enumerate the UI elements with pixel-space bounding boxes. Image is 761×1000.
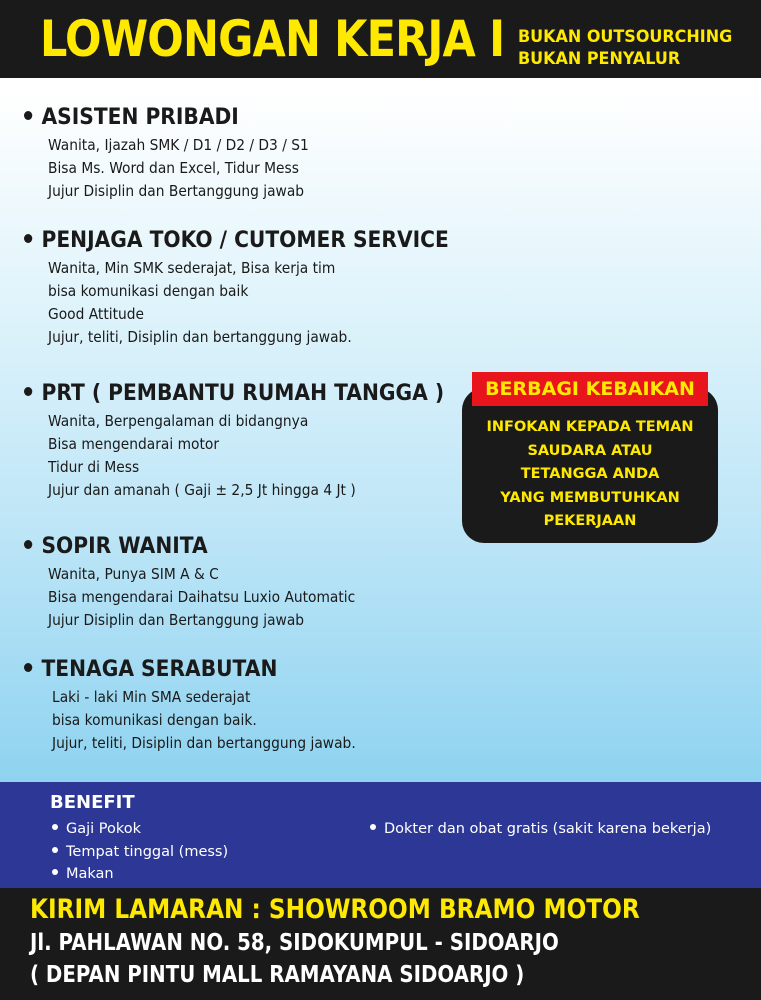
callout-line: SAUDARA ATAU	[527, 442, 653, 459]
requirement-line: Tidur di Mess	[48, 458, 140, 476]
requirement-line: Bisa mengendarai motor	[48, 435, 219, 453]
requirement-line: Wanita, Min SMK sederajat, Bisa kerja tim	[48, 259, 336, 277]
benefit-section	[0, 782, 761, 888]
bullet-icon	[24, 540, 32, 549]
job-requirements	[48, 410, 481, 502]
requirement-line: Jujur Disiplin dan Bertanggung jawab	[48, 611, 305, 629]
job-title: PRT ( PEMBANTU RUMAH TANGGA )	[41, 381, 445, 406]
benefit-item	[52, 863, 114, 885]
job-requirements	[48, 134, 331, 203]
job-title: SOPIR WANITA	[41, 534, 208, 559]
benefit-item	[52, 818, 141, 840]
benefit-label: Tempat tinggal (mess)	[66, 844, 229, 860]
job-sopir-wanita	[24, 533, 382, 632]
job-title: ASISTEN PRIBADI	[41, 105, 239, 130]
benefit-label: Makan	[66, 866, 114, 882]
bullet-icon	[370, 824, 376, 830]
job-asisten-pribadi	[24, 104, 331, 203]
job-requirements	[48, 563, 382, 632]
job-title: PENJAGA TOKO / CUTOMER SERVICE	[41, 228, 449, 253]
job-penjaga-toko	[24, 227, 486, 349]
requirement-line: Jujur Disiplin dan Bertanggung jawab	[48, 182, 305, 200]
requirement-line: bisa komunikasi dengan baik.	[52, 711, 257, 729]
requirement-line: Wanita, Berpengalaman di bidangnya	[48, 412, 309, 430]
requirement-line: Wanita, Punya SIM A & C	[48, 565, 219, 583]
benefit-item	[370, 818, 711, 840]
callout-line: YANG MEMBUTUHKAN	[500, 489, 680, 506]
requirement-line: bisa komunikasi dengan baik	[48, 282, 249, 300]
send-application-line: KIRIM LAMARAN : SHOWROOM BRAMO MOTOR	[30, 894, 640, 925]
requirement-line: Good Attitude	[48, 305, 144, 323]
landmark-line: ( DEPAN PINTU MALL RAMAYANA SIDOARJO )	[30, 962, 525, 988]
bullet-icon	[24, 663, 32, 672]
job-prt	[24, 380, 481, 502]
header-banner	[0, 0, 761, 78]
callout-line: INFOKAN KEPADA TEMAN	[486, 419, 694, 435]
footer-address	[0, 888, 761, 1000]
benefit-item	[52, 841, 228, 863]
requirement-line: Bisa mengendarai Daihatsu Luxio Automatic	[48, 588, 356, 606]
bullet-icon	[52, 824, 58, 830]
requirement-line: Jujur dan amanah ( Gaji ± 2,5 Jt hingga 4 Jt )	[48, 481, 356, 499]
bullet-icon	[52, 847, 58, 853]
bullet-icon	[24, 111, 32, 120]
requirement-line: Jujur, teliti, Disiplin dan bertanggung jawab.	[48, 328, 352, 346]
requirement-line: Wanita, Ijazah SMK / D1 / D2 / D3 / S1	[48, 136, 309, 154]
benefit-label: Dokter dan obat gratis (sakit karena bekerja)	[384, 821, 712, 837]
callout-text	[462, 416, 718, 534]
tagline-line-1: BUKAN OUTSOURCHING	[518, 27, 733, 47]
bullet-icon	[24, 234, 32, 243]
poster-title: LOWONGAN KERJA I	[40, 10, 505, 68]
benefit-label: Gaji Pokok	[66, 821, 142, 837]
callout-line: TETANGGA ANDA	[520, 466, 660, 482]
requirement-line: Jujur, teliti, Disiplin dan bertanggung jawab.	[52, 734, 356, 752]
callout-line: PEKERJAAN	[543, 513, 637, 529]
job-requirements	[52, 686, 382, 755]
job-tenaga-serabutan	[24, 656, 382, 755]
bullet-icon	[52, 869, 58, 875]
benefit-heading: BENEFIT	[50, 792, 135, 813]
tagline-line-2: BUKAN PENYALUR	[518, 49, 681, 69]
header-tagline	[518, 26, 733, 70]
bullet-icon	[24, 387, 32, 396]
requirement-line: Bisa Ms. Word dan Excel, Tidur Mess	[48, 159, 299, 177]
job-requirements	[48, 257, 486, 349]
callout-title: BERBAGI KEBAIKAN	[472, 372, 708, 406]
requirement-line: Laki - laki Min SMA sederajat	[52, 688, 251, 706]
job-title: TENAGA SERABUTAN	[41, 657, 278, 682]
address-line: Jl. PAHLAWAN NO. 58, SIDOKUMPUL - SIDOARJO	[30, 930, 559, 956]
